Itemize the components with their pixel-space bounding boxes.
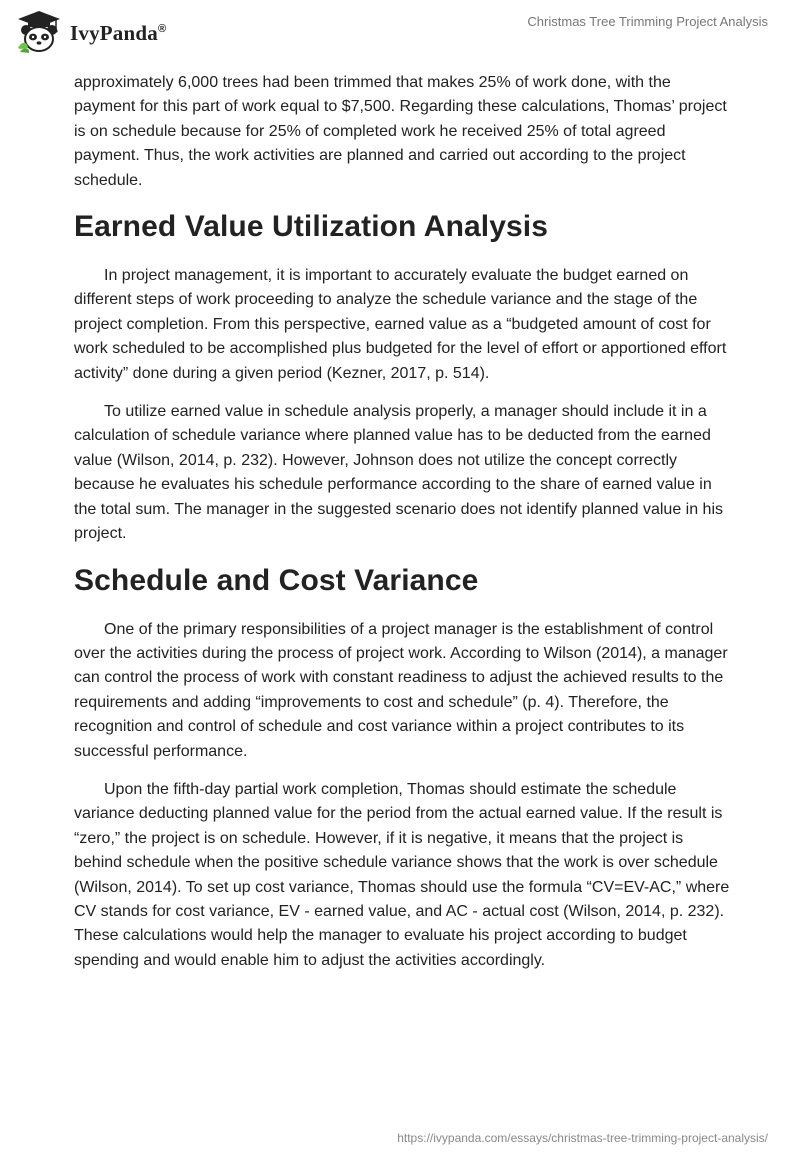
section-heading-schedule-cost-variance: Schedule and Cost Variance: [74, 563, 479, 597]
source-url[interactable]: https://ivypanda.com/essays/christmas-tree-trimming-project-analysis/: [397, 1131, 768, 1145]
registered-mark: ®: [157, 22, 167, 35]
earned-value-paragraph-2: To utilize earned value in schedule analysis properly, a manager should include it in a calculation of schedule variance where planned value has to be deducted from the earned value (Wilson, 2014, p. 232). However, Johnson does not utilize the concept correctly because he evaluates his schedule performance according to the share of earned value in the total sum. The manager in the suggested scenario does not identify planned value in his project.: [74, 403, 724, 543]
variance-paragraph-2: Upon the fifth-day partial work completion, Thomas should estimate the schedule variance deducting planned value for the period from the actual earned value. If the result is “zero,” the project is on schedule. However, if it is negative, it means that the project is behind schedule when the positive schedule variance shows that the work is over schedule (Wilson, 2014). To set up cost variance, Thomas should use the formula “CV=EV-AC,” where CV stands for cost variance, EV - earned value, and AC - actual cost (Wilson, 2014, p. 232). These calculations would help the manager to evaluate his project according to budget spending and would enable him to adjust the activities accordingly.: [74, 780, 730, 969]
document-title: Christmas Tree Trimming Project Analysis: [527, 14, 768, 29]
panda-graduate-icon: [16, 10, 62, 54]
page-header: [0, 0, 800, 64]
brand-name: IvyPanda®: [70, 20, 167, 45]
variance-paragraph-1: One of the primary responsibilities of a project manager is the establishment of control over the activities during the process of project work. According to Wilson (2014), a manager can control the process of work with constant readiness to adjust the achieved results to the requirements and adding “improvements to cost and schedule” (p. 4). Therefore, the recognition and control of schedule and cost variance within a project contributes to its successful performance.: [74, 620, 728, 760]
section-heading-earned-value: Earned Value Utilization Analysis: [74, 210, 548, 244]
earned-value-paragraph-1: In project management, it is important to accurately evaluate the budget earned on different steps of work proceeding to analyze the schedule variance and the stage of the project completion. From this perspective, earned value as a “budgeted amount of cost for work scheduled to be accomplished plus budgeted for the level of effort or apportioned effort activity” done during a given period (Kezner, 2017, p. 514).: [74, 267, 727, 382]
intro-paragraph: approximately 6,000 trees had been trimmed that makes 25% of work done, with the payment for this part of work equal to $7,500. Regarding these calculations, Thomas’ project is on schedule because for 25% of completed work he received 25% of total agreed payment. Thus, the work activities are planned and carried out according to the project schedule.: [74, 74, 727, 189]
ivypanda-logo[interactable]: [16, 10, 166, 54]
essay-content: [74, 71, 734, 987]
